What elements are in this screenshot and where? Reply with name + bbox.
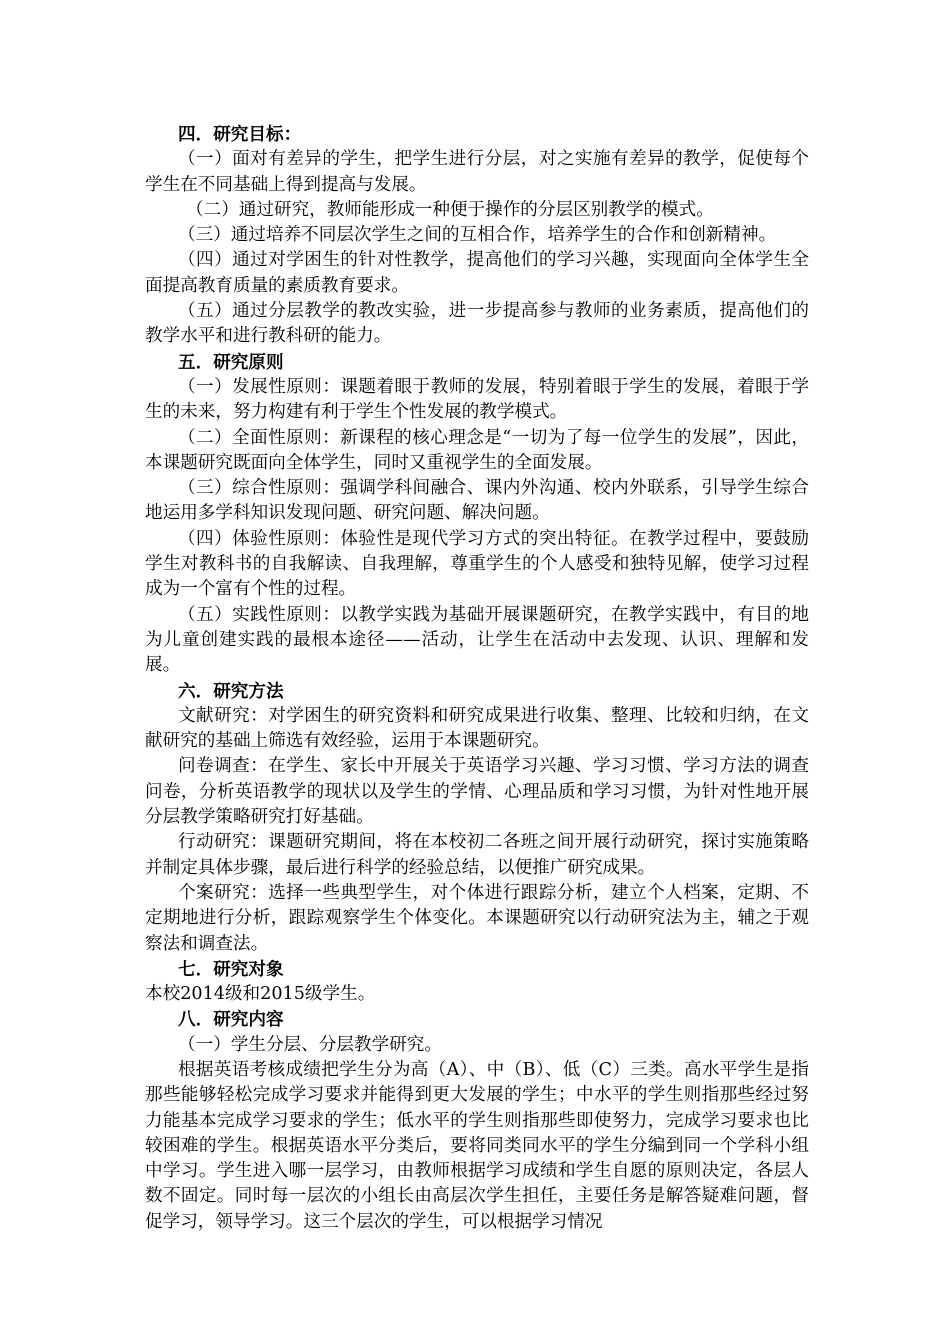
- section-heading-research-goals: 四．研究目标：: [178, 124, 302, 145]
- section-heading-research-methods: 六．研究方法: [178, 680, 284, 702]
- paragraph: （一）面对有差异的学生，把学生进行分层，对之实施有差异的教学，促使每个学生在不同基础上得到提高与发展。: [145, 149, 809, 195]
- paragraph: 文献研究：对学困生的研究资料和研究成果进行收集、整理、比较和归纳，在文献研究的基础上筛选有效经验，运用于本课题研究。: [145, 705, 809, 752]
- paragraph: 本校2014级和2015级学生。: [145, 984, 376, 1005]
- paragraph: （三）通过培养不同层次学生之间的互相合作，培养学生的合作和创新精神。: [178, 225, 777, 246]
- section-heading-research-subjects: 七．研究对象: [178, 958, 284, 980]
- paragraph: 问卷调查：在学生、家长中开展关于英语学习兴趣、学习习惯、学习方法的调查问卷，分析英语教学的现状以及学生的学情、心理品质和学习习惯，为针对性地开展分层教学策略研究打好基础。: [145, 756, 809, 828]
- paragraph: （二）通过研究，教师能形成一种便于操作的分层区别教学的模式。: [186, 199, 714, 220]
- paragraph: （五）通过分层教学的教改实验，进一步提高参与教师的业务素质，提高他们的教学水平和进行教科研的能力。: [145, 301, 809, 347]
- document-page: [145, 122, 809, 1235]
- paragraph: 根据英语考核成绩把学生分为高（A）、中（B）、低（C）三类。高水平学生是指那些能够轻松完成学习要求并能得到更大发展的学生；中水平的学生则指那些经过努力能基本完成学习要求的学生；低水平的学生则指那些即使努力，完成学习要求也比较困难的学生。根据英语水平分类后，要将同类同水平的学生分编到同一个学科小组中学习。学生进入哪一层学习，由教师根据学习成绩和学生自愿的原则决定，各层人数不固定。同时每一层次的小组长由高层次学生担任，主要任务是解答疑难问题，督促学习，领导学习。这三个层次的学生，可以根据学习情况: [145, 1059, 809, 1232]
- section-heading-research-content: 八．研究内容: [178, 1009, 284, 1031]
- paragraph: （五）实践性原则：以教学实践为基础开展课题研究，在教学实践中，有目的地为儿童创建实践的最根本途径——活动，让学生在活动中去发现、认识、理解和发展。: [145, 604, 809, 676]
- paragraph: （三）综合性原则：强调学科间融合、课内外沟通、校内外联系，引导学生综合地运用多学科知识发现问题、研究问题、解决问题。: [145, 478, 809, 524]
- paragraph: 个案研究：选择一些典型学生，对个体进行跟踪分析，建立个人档案，定期、不定期地进行分析，跟踪观察学生个体变化。本课题研究以行动研究法为主，辅之于观察法和调查法。: [145, 882, 809, 954]
- paragraph: （一）发展性原则：课题着眼于教师的发展，特别着眼于学生的发展，着眼于学生的未来，努力构建有利于学生个性发展的教学模式。: [145, 376, 809, 423]
- paragraph: （一）学生分层、分层教学研究。: [178, 1034, 442, 1055]
- paragraph: 行动研究：课题研究期间，将在本校初二各班之间开展行动研究，探讨实施策略并制定具体步骤，最后进行科学的经验总结，以便推广研究成果。: [145, 832, 809, 878]
- paragraph: （二）全面性原则：新课程的核心理念是“一切为了每一位学生的发展”，因此，本课题研究既面向全体学生，同时又重视学生的全面发展。: [145, 427, 809, 473]
- paragraph: （四）通过对学困生的针对性教学，提高他们的学习兴趣，实现面向全体学生全面提高教育质量的素质教育要求。: [145, 250, 809, 296]
- paragraph: （四）体验性原则：体验性是现代学习方式的突出特征。在教学过程中，要鼓励学生对教科书的自我解读、自我理解，尊重学生的个人感受和独特见解，使学习过程成为一个富有个性的过程。: [145, 528, 809, 600]
- section-heading-research-principles: 五．研究原则: [178, 351, 284, 373]
